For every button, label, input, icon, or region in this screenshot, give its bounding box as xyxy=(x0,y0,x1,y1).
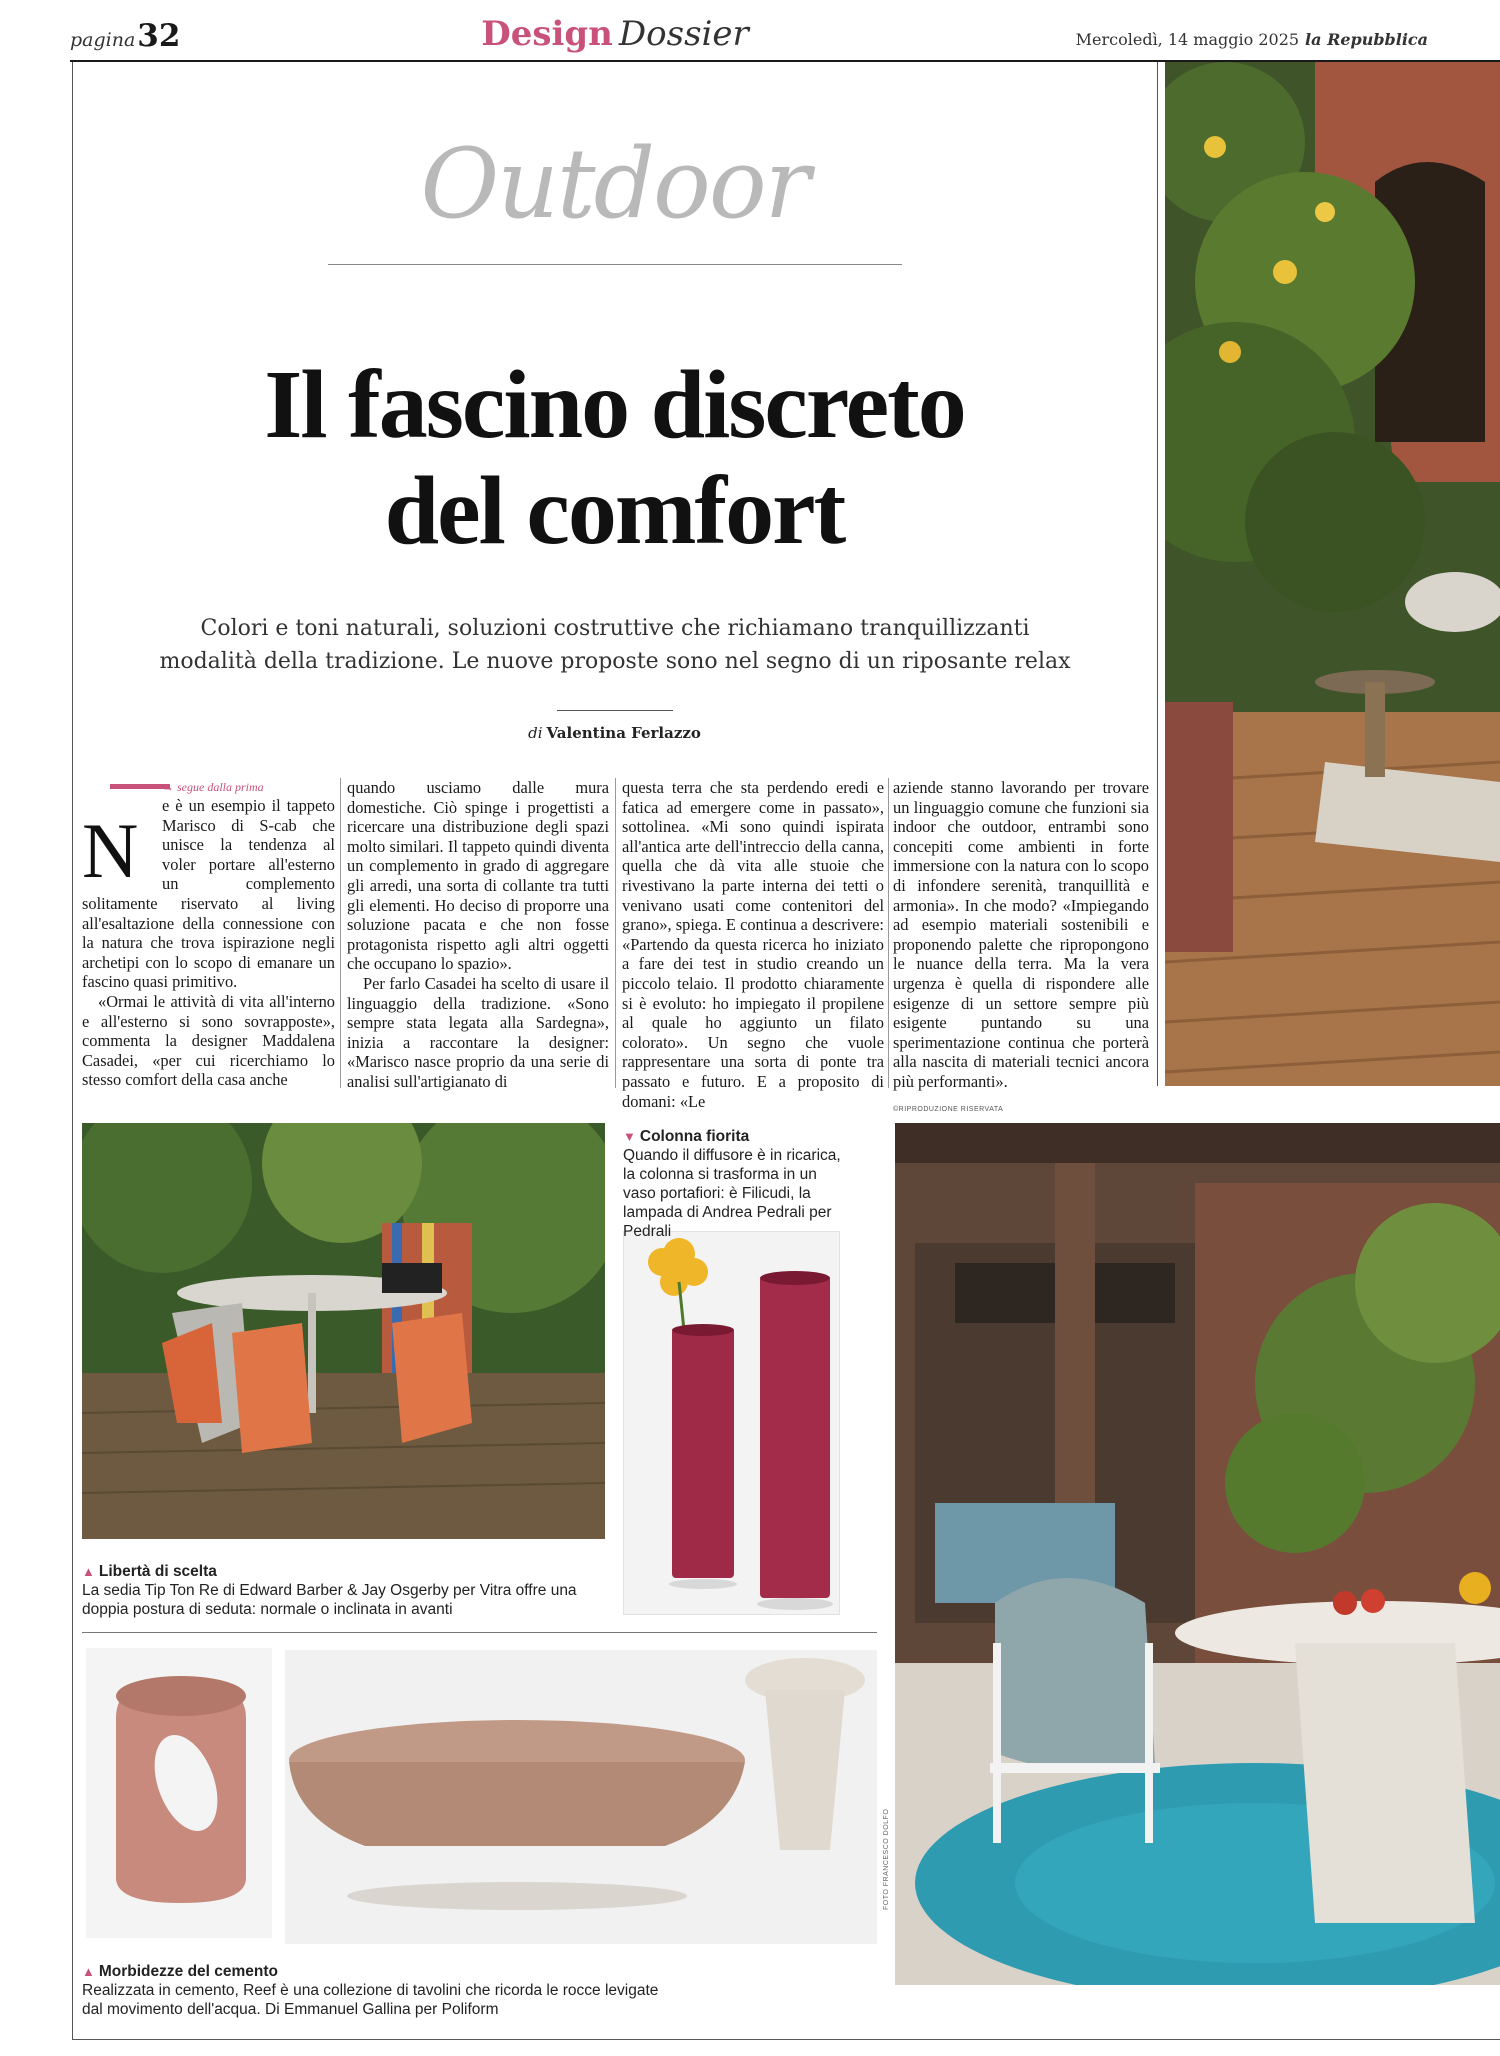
caption-title-text: Libertà di scelta xyxy=(98,1563,217,1580)
caption-title-text: Colonna fiorita xyxy=(639,1128,750,1145)
headline-line-1: Il fascino discreto xyxy=(264,351,965,459)
vases-photo xyxy=(623,1231,840,1615)
segue-text: segue dalla prima xyxy=(177,780,264,794)
triangle-up-icon: ▲ xyxy=(82,1564,95,1579)
paragraph: Per farlo Casadei ha scelto di usare il linguaggio della tradizione. «Sono sempre stata legata alla Sardegna», inizia a raccontare la designer: «Marisco nasce proprio da una serie di analisi sull'artigianato di xyxy=(347,973,609,1091)
triangle-up-icon: ▲ xyxy=(82,1964,95,1979)
caption-chairs xyxy=(82,1562,605,1619)
triangle-down-icon: ▼ xyxy=(623,1129,636,1144)
chairs-photo xyxy=(82,1123,605,1539)
hero-divider xyxy=(1157,62,1158,1086)
paragraph: «Ormai le attività di vita all'interno e all'esterno si sono sovrapposte», commenta la designer Maddalena Casadei, «per cui ricerchiamo lo stesso comfort della casa anche xyxy=(82,991,335,1090)
section-design: Design xyxy=(481,14,613,54)
paragraph: aziende stanno lavorando per trovare un linguaggio comune che funzioni sia indoor che outdoor, entrambi sono concepiti come ambienti in forte immersione con la natura con lo scopo di infondere serenità, tranquillità e armonia». In che modo? «Impiegando ad esempio materiali sostenibili e proponendo palette che ripropongono le nuance della terra. Ma la vera urgenza è quella di rispondere alle esigenze di un settore sempre più esigente puntando su una sperimentazione continua che porterà alla nascita di materiali tecnici ancora più performanti». xyxy=(893,778,1149,1091)
headline-line-2: del comfort xyxy=(384,457,845,565)
paragraph: e è un esempio il tappeto Marisco di S-cab che unisce la tendenza al voler portare all'esterno un complemento solitamente riservato al living all'esaltazione della connessione con la natura che trova ispirazione negli archetipi con lo scopo di emanare un fascino quasi primitivo. xyxy=(82,796,335,992)
table-photo xyxy=(285,1650,877,1944)
vases-photo-illustration xyxy=(624,1232,840,1615)
frame-bottom-line xyxy=(72,2039,1500,2040)
pagina-label: pagina xyxy=(70,29,136,51)
page-number-value: 32 xyxy=(137,18,181,54)
chairs-photo-illustration xyxy=(82,1123,605,1539)
subtitle xyxy=(120,612,1110,678)
caption-title xyxy=(82,1962,682,1981)
armchair-photo xyxy=(895,1123,1500,1985)
caption-vases xyxy=(623,1127,843,1241)
caption-text: La sedia Tip Ton Re di Edward Barber & Jay Osgerby per Vitra offre una doppia postura di seduta: normale o inclinata in avanti xyxy=(82,1582,577,1618)
caption-cement xyxy=(82,1962,682,2019)
caption-text: Quando il diffusore è in ricarica, la colonna si trasforma in un vaso portafiori: è Filicudi, la lampada di Andrea Pedrali per Pedrali xyxy=(623,1147,841,1240)
author-name: Valentina Ferlazzo xyxy=(546,724,701,742)
byline xyxy=(72,724,1157,742)
byline-prefix: di xyxy=(528,724,543,742)
hero-photo-illustration xyxy=(1165,62,1500,1086)
column-divider xyxy=(615,778,616,1088)
hero-photo-terrace xyxy=(1165,62,1500,1086)
caption-title xyxy=(623,1127,843,1146)
body-column-4 xyxy=(893,778,1149,1119)
body-column-2 xyxy=(347,778,609,1092)
caption-title-text: Morbidezze del cemento xyxy=(98,1963,279,1980)
photo-credit: FOTO FRANCESCO DOLFO xyxy=(883,1808,890,1910)
paragraph: questa terra che sta perdendo eredi e fatica ad emergere come in passato», sottolinea. «Mi sono quindi ispirata all'antica arte dell'intreccio della canna, quella che dà vita alle stuoie che rivestivano la parte interna dei tetti o venivano usati come contenitori del grano», spiega. E continua a descrivere: «Partendo da questa ricerca ho iniziato a fare dei test in studio creando un piccolo telaio. Il prodotto chiaramente si è evoluto: ho impiegato il propilene al quale ho aggiunto un filato colorato». Un segno che vuole rappresentare una sorta di ponte tra passato e futuro. E a proposito di domani: «Le xyxy=(622,778,884,1111)
table-photo-illustration xyxy=(285,1650,877,1944)
caption-title xyxy=(82,1562,605,1581)
subtitle-line-1: Colori e toni naturali, soluzioni costruttive che richiamano tranquillizzanti xyxy=(200,616,1030,641)
body-column-1 xyxy=(82,778,335,1090)
segue-arrow-icon: → xyxy=(162,780,177,794)
armchair-photo-illustration xyxy=(895,1123,1500,1985)
date-text: Mercoledì, 14 maggio 2025 xyxy=(1075,30,1300,49)
paragraph: quando usciamo dalle mura domestiche. Ciò spinge i progettisti a ricercare una distribuzione degli spazi molto similari. Il tappeto quindi diventa un complemento in grado di aggregare gli arredi, una sorta di collante tra tutti gli elementi. Ho deciso di proporre una soluzione pacata e che non fosse protagonista rispetto agli altri oggetti che occupano lo spazio». xyxy=(347,778,609,974)
copyright-notice: ©RIPRODUZIONE RISERVATA xyxy=(893,1105,1004,1113)
issue-date xyxy=(1076,30,1428,49)
body-column-3 xyxy=(622,778,884,1111)
subtitle-line-2: modalità della tradizione. Le nuove proposte sono nel segno di un riposante relax xyxy=(159,649,1071,674)
headline xyxy=(72,352,1157,564)
kicker-rule xyxy=(328,264,902,265)
column-divider xyxy=(888,778,889,1088)
stool-photo-illustration xyxy=(86,1648,272,1938)
section-dossier: Dossier xyxy=(618,14,749,54)
section-title xyxy=(0,14,1230,54)
newspaper-name: la Repubblica xyxy=(1305,30,1428,49)
kicker: Outdoor xyxy=(420,128,809,240)
caption-text: Realizzata in cemento, Reef è una collezione di tavolini che ricorda le rocce levigate dal movimento dell'acqua. Di Emmanuel Gallina per Poliform xyxy=(82,1982,659,2018)
drop-cap: N xyxy=(82,807,139,894)
byline-rule xyxy=(557,710,673,711)
column-divider xyxy=(340,778,341,1088)
section-divider xyxy=(82,1632,877,1633)
stool-photo xyxy=(86,1648,272,1938)
